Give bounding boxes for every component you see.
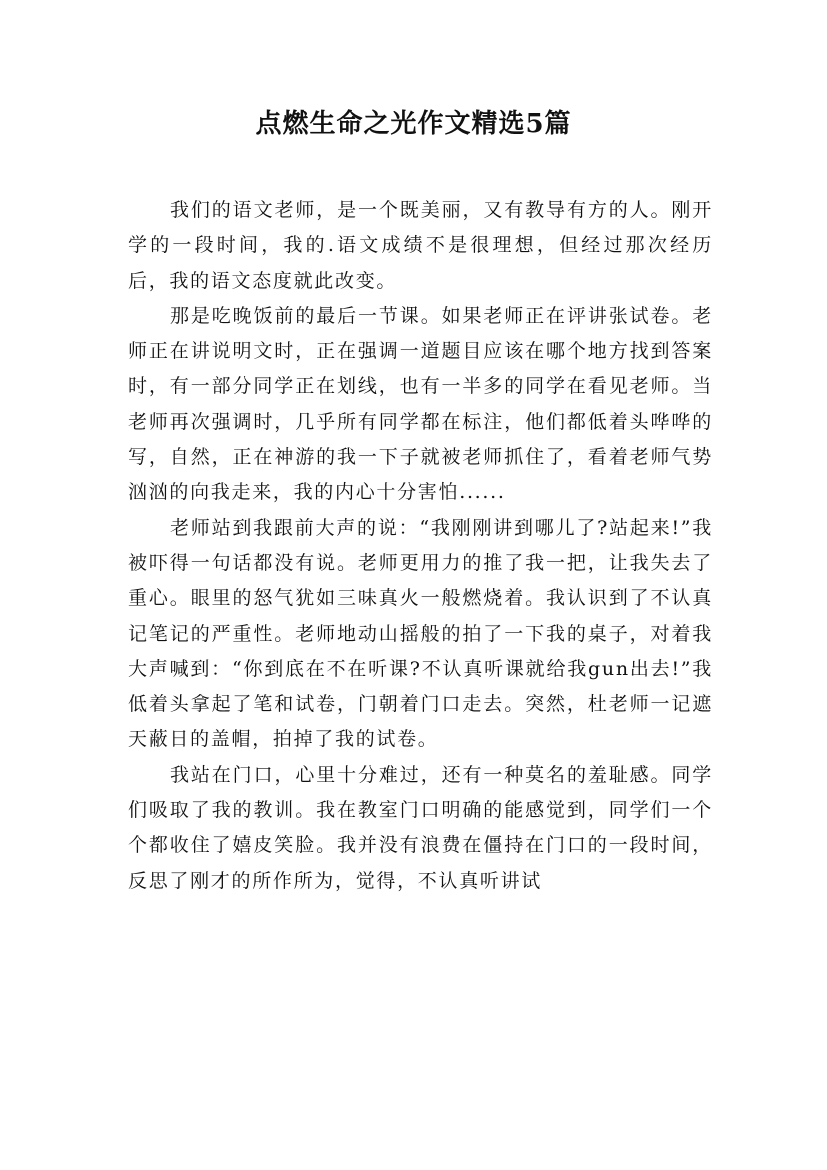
document-title: 点燃生命之光作文精选5篇 [255, 109, 572, 139]
paragraph-2: 那是吃晚饭前的最后一节课。如果老师正在评讲张试卷。老师正在讲说明文时，正在强调一道题目应该在哪个地方找到答案时，有一部分同学正在划线，也有一半多的同学在看见老师。当老师再次强调时，几乎所有同学都在标注，他们都低着头哗哗的写，自然，正在神游的我一下子就被老师抓住了，看着老师气势汹汹的向我走来，我的内心十分害怕...... [128, 304, 713, 504]
paragraph-4: 我站在门口，心里十分难过，还有一种莫名的羞耻感。同学们吸取了我的教训。我在教室门口明确的能感觉到，同学们一个个都收住了嬉皮笑脸。我并没有浪费在僵持在门口的一段时间，反思了刚才的所作所为，觉得，不认真听讲试 [128, 763, 713, 892]
paragraph-3: 老师站到我跟前大声的说：“我刚刚讲到哪儿了?站起来!”我被吓得一句话都没有说。老师更用力的推了我一把，让我失去了重心。眼里的怒气犹如三味真火一般燃烧着。我认识到了不认真记笔记的严重性。老师地动山摇般的拍了一下我的桌子，对着我大声喊到：“你到底在不在听课?不认真听课就给我gun出去!”我低着头拿起了笔和试卷，门朝着门口走去。突然，杜老师一记遮天蔽日的盖帽，拍掉了我的试卷。 [128, 516, 713, 751]
paragraph-1: 我们的语文老师，是一个既美丽，又有教导有方的人。刚开学的一段时间，我的.语文成绩不是很理想，但经过那次经历后，我的语文态度就此改变。 [128, 199, 713, 292]
document-body [128, 193, 713, 899]
